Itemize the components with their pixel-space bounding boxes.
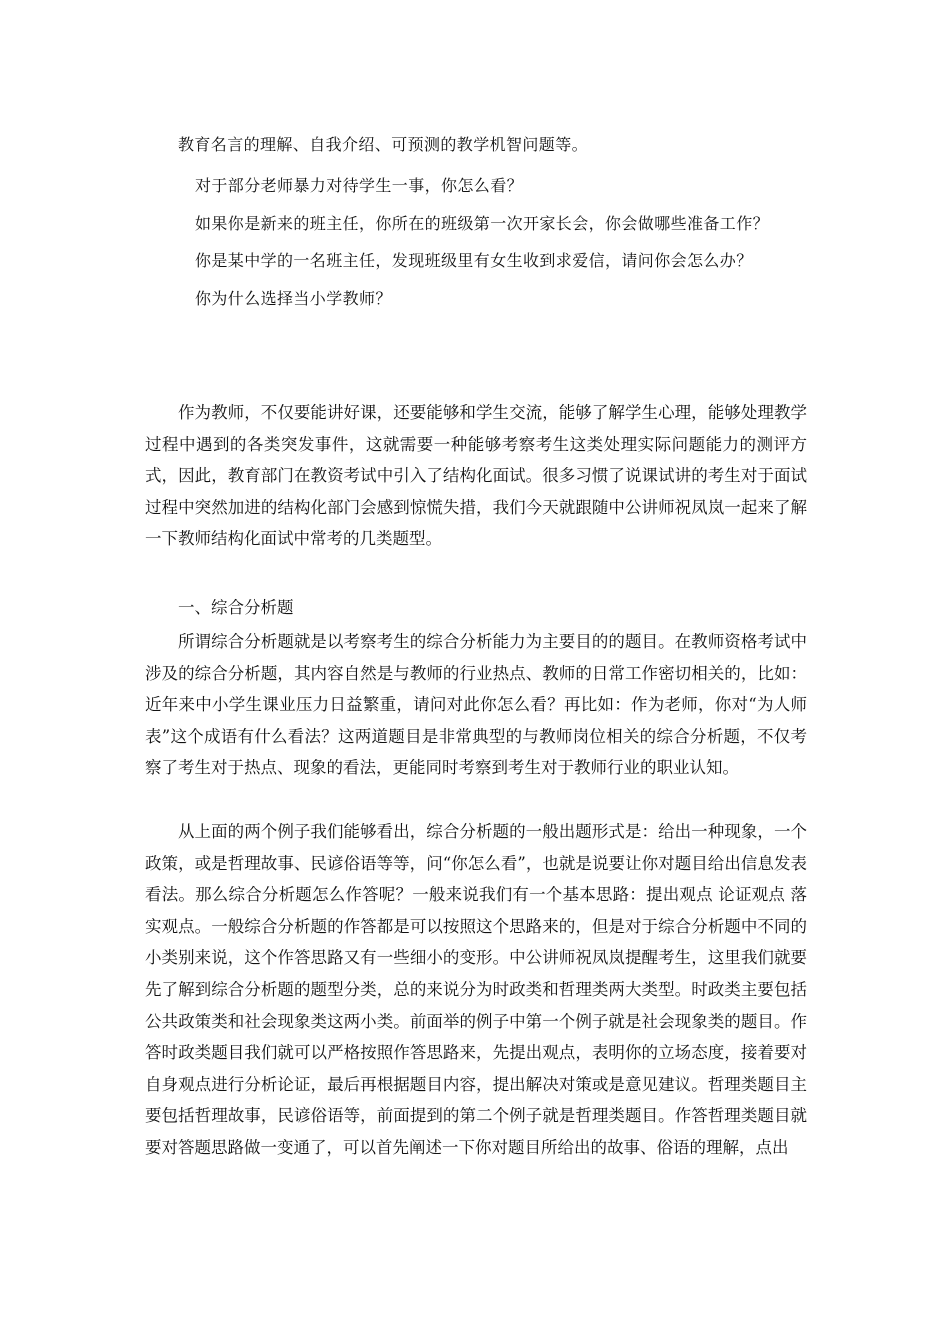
question-item: 如果你是新来的班主任，你所在的班级第一次开家长会，你会做哪些准备工作？ <box>195 214 770 233</box>
section-heading: 一、综合分析题 <box>178 598 294 617</box>
question-item: 你为什么选择当小学教师？ <box>195 289 392 308</box>
intro-line: 教育名言的理解、自我介绍、可预测的教学机智问题等。 <box>178 135 589 154</box>
question-item: 你是某中学的一名班主任，发现班级里有女生收到求爱信，请问你会怎么办？ <box>195 251 753 270</box>
question-item: 对于部分老师暴力对待学生一事，你怎么看？ <box>195 176 524 195</box>
body-paragraph: 从上面的两个例子我们能够看出，综合分析题的一般出题形式是：给出一种现象，一个政策，或是哲理故事、民谚俗语等等，问“你怎么看”，也就是说要让你对题目给出信息发表看法。那么综合分析题怎么作答呢？一般来说我们有一个基本思路：提出观点 论证观点 落实观点。一般综合分析题的作答都是可以按照这个思路来的，但是对于综合分析题中不同的小类别来说，这个作答思路又有一些细小的变形。中公讲师祝凤岚提醒考生，这里我们就要先了解到综合分析题的题型分类，总的来说分为时政类和哲理类两大类型。时政类主要包括公共政策类和社会现象类这两小类。前面举的例子中第一个例子就是社会现象类的题目。作答时政类题目我们就可以严格按照作答思路来，先提出观点，表明你的立场态度，接着要对自身观点进行分析论证，最后再根据题目内容，提出解决对策或是意见建议。哲理类题目主要包括哲理故事，民谚俗语等，前面提到的第二个例子就是哲理类题目。作答哲理类题目就要对答题思路做一变通了，可以首先阐述一下你对题目所给出的故事、俗语的理解，点出 <box>145 822 807 1157</box>
body-paragraph: 所谓综合分析题就是以考察考生的综合分析能力为主要目的的题目。在教师资格考试中涉及的综合分析题，其内容自然是与教师的行业热点、教师的日常工作密切相关的，比如：近年来中小学生课业压力日益繁重，请问对此你怎么看？再比如：作为老师，你对“为人师表”这个成语有什么看法？这两道题目是非常典型的与教师岗位相关的综合分析题，不仅考察了考生对于热点、现象的看法，更能同时考察到考生对于教师行业的职业认知。 <box>145 632 807 778</box>
body-paragraph: 作为教师，不仅要能讲好课，还要能够和学生交流，能够了解学生心理，能够处理教学过程中遇到的各类突发事件，这就需要一种能够考察考生这类处理实际问题能力的测评方式，因此，教育部门在教资考试中引入了结构化面试。很多习惯了说课试讲的考生对于面试过程中突然加进的结构化部门会感到惊慌失措，我们今天就跟随中公讲师祝凤岚一起来了解一下教师结构化面试中常考的几类题型。 <box>145 403 807 549</box>
